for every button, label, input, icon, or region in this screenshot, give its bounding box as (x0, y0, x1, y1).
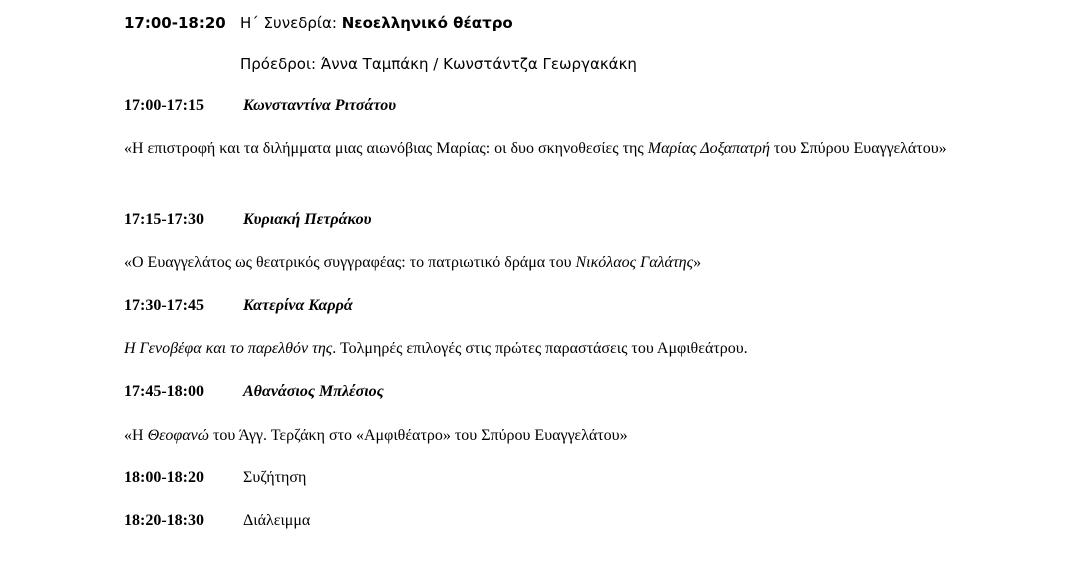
talk-4-title (124, 426, 628, 446)
talk-title-text: «Η (124, 427, 148, 444)
talk-2-title (124, 253, 701, 273)
talk-speaker: Κυριακή Πετράκου (243, 211, 372, 228)
closing-discussion (124, 468, 306, 488)
talk-title-italic: Μαρίας Δοξαπατρή (647, 140, 770, 157)
talk-title-italic: Νικόλαος Γαλάτης (575, 254, 694, 271)
talk-time: 17:00-17:15 (124, 97, 204, 114)
talk-time: 17:30-17:45 (124, 297, 204, 314)
closing-time: 18:00-18:20 (124, 469, 204, 486)
closing-time: 18:20-18:30 (124, 512, 204, 529)
talk-title-text: του Άγγ. Τερζάκη στο «Αμφιθέατρο» του Σπύρου Ευαγγελάτου» (208, 427, 628, 444)
session-chairs: Πρόεδροι: Άννα Ταμπάκη / Κωνστάντζα Γεωργακάκη (240, 55, 637, 73)
talk-speaker: Κατερίνα Καρρά (243, 297, 353, 314)
session-label: Η΄ Συνεδρία: (240, 14, 342, 32)
talk-title-italic: Θεοφανώ (147, 427, 209, 444)
talk-1-header (124, 96, 396, 116)
talk-title-text: . Τολμηρές επιλογές στις πρώτες παραστάσεις του Αμφιθεάτρου. (332, 340, 748, 357)
talk-speaker: Κωνσταντίνα Ριτσάτου (243, 97, 397, 114)
talk-title-text: «Ο Ευαγγελάτος ως θεατρικός συγγραφέας: το πατριωτικό δράμα του (124, 254, 576, 271)
talk-title-text: » (693, 254, 702, 271)
talk-time: 17:15-17:30 (124, 211, 204, 228)
talk-speaker: Αθανάσιος Μπλέσιος (243, 383, 384, 400)
talk-title-text: «Η επιστροφή και τα διλήμματα μιας αιωνόβιας Μαρίας: οι δυο σκηνοθεσίες της (124, 140, 648, 157)
talk-1-title (124, 135, 1024, 162)
talk-time: 17:45-18:00 (124, 383, 204, 400)
talk-3-title (124, 339, 748, 359)
talk-2-header (124, 210, 372, 230)
closing-label: Διάλειμμα (243, 512, 311, 529)
closing-break (124, 511, 310, 531)
session-time: 17:00-18:20 (124, 14, 226, 32)
closing-label: Συζήτηση (243, 469, 307, 486)
talk-4-header (124, 382, 384, 402)
talk-3-header (124, 296, 353, 316)
session-title: Νεοελληνικό θέατρο (341, 14, 513, 32)
talk-title-italic: Η Γενοβέφα και το παρελθόν της (124, 340, 333, 357)
talk-title-text: του Σπύρου Ευαγγελάτου» (769, 140, 947, 157)
session-header (124, 13, 513, 34)
